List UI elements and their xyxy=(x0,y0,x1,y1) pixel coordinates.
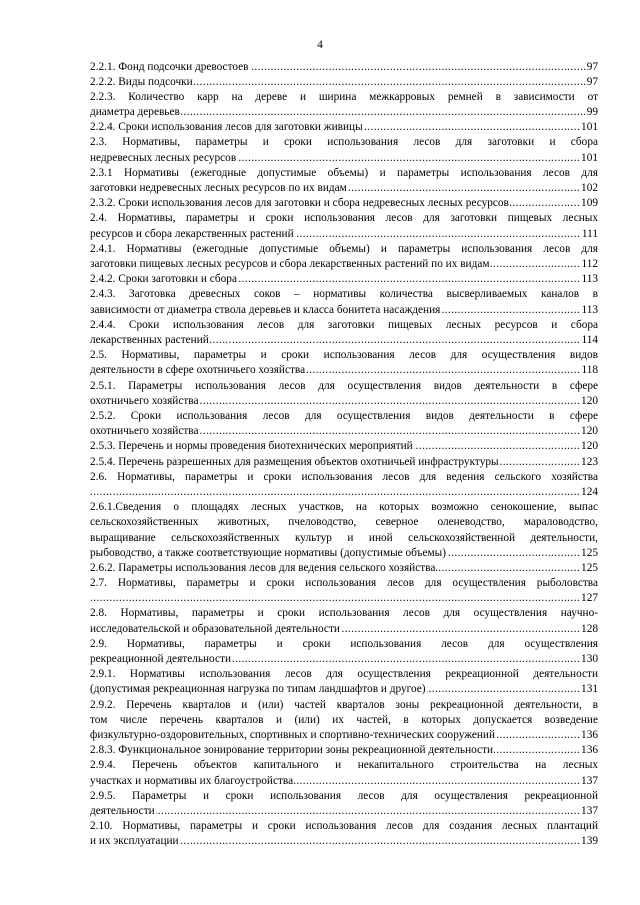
toc-entry-title: ..... 2.6.2. Параметры использования лесов для ведения сельского хозяйства xyxy=(90,561,436,576)
toc-entry-page-number: 139 xyxy=(580,834,598,849)
toc-entry-page-number: 113 xyxy=(580,272,598,287)
toc-entry[interactable] xyxy=(90,743,598,758)
toc-entry-leader xyxy=(90,774,598,789)
toc-entry[interactable] xyxy=(90,60,598,75)
toc-entry-line: 2.2.3. Количество карр на дереве и ширина межкарровых ремней в зависимости от xyxy=(90,90,598,103)
toc-entry-page-number: 136 xyxy=(580,743,598,758)
toc-entry-page-number: 112 xyxy=(580,257,598,272)
toc-entry[interactable] xyxy=(90,348,598,378)
table-of-contents xyxy=(90,60,598,850)
toc-entry-line: выращивание сельскохозяйственных культур и иной сельскохозяйственной деятельности, xyxy=(90,531,598,544)
toc-entry-leader xyxy=(90,151,598,166)
toc-entry-leader xyxy=(90,804,598,819)
toc-entry-page-number: 128 xyxy=(580,622,598,637)
toc-entry-line: 2.4.3. Заготовка древесных соков – нормативы количества высверливаемых каналов в xyxy=(90,288,598,301)
toc-entry[interactable] xyxy=(90,242,598,272)
toc-entry-page-number: 131 xyxy=(580,682,598,697)
toc-entry-line: 2.9.4. Перечень объектов капитального и некапитального строительства на лесных xyxy=(90,759,598,772)
toc-entry-page-number: 114 xyxy=(580,333,598,348)
toc-entry-leader xyxy=(90,424,598,439)
toc-entry[interactable] xyxy=(90,272,598,287)
toc-entry-title: ..... 2.5.3. Перечень и нормы проведения биотехнических мероприятий xyxy=(90,439,414,454)
toc-entry-page-number: 120 xyxy=(580,394,598,409)
toc-entry-line: 2.9.1. Нормативы использования лесов для осуществления рекреационной деятельности xyxy=(90,668,598,681)
toc-entry-leader xyxy=(90,120,598,135)
toc-entry[interactable] xyxy=(90,637,598,667)
toc-entry-leader xyxy=(90,455,598,470)
toc-entry-title: ..... деятельности в сфере охотничьего хозяйства xyxy=(90,363,306,378)
toc-entry[interactable] xyxy=(90,698,598,744)
toc-entry-leader xyxy=(90,303,598,318)
toc-entry-leader xyxy=(90,105,598,120)
toc-entry-leader xyxy=(90,561,598,576)
toc-entry-page-number: 125 xyxy=(580,546,598,561)
toc-entry-page-number: 137 xyxy=(580,774,598,789)
toc-entry-title: ..... 2.4.2. Сроки заготовки и сбора xyxy=(90,272,238,287)
page-number: 4 xyxy=(317,39,323,51)
toc-entry-leader xyxy=(90,439,598,454)
toc-entry-title: ..... физкультурно-оздоровительных, спортивных и спортивно-технических сооружений xyxy=(90,728,496,743)
toc-entry-page-number: 123 xyxy=(580,455,598,470)
toc-entry[interactable] xyxy=(90,379,598,409)
toc-entry-page-number: 113 xyxy=(580,303,598,318)
toc-entry-line: 2.7. Нормативы, параметры и сроки использования лесов для осуществления рыболовства xyxy=(90,577,598,590)
toc-entry-title: ..... 2.3.2. Сроки использования лесов для заготовки и сбора недревесных лесных ресурсов xyxy=(90,196,510,211)
toc-entry-line: 2.4.4. Сроки использования лесов для заготовки пищевых лесных ресурсов и сбора xyxy=(90,318,598,331)
toc-entry-line: 2.3. Нормативы, параметры и сроки использования лесов для заготовки и сбора xyxy=(90,136,598,149)
toc-entry[interactable] xyxy=(90,758,598,788)
toc-entry[interactable] xyxy=(90,120,598,135)
toc-entry[interactable] xyxy=(90,211,598,241)
toc-entry-title: ..... диаметра деревьев xyxy=(90,105,181,120)
toc-entry-leader xyxy=(90,485,598,500)
toc-entry-leader xyxy=(90,181,598,196)
toc-entry-title: ..... деятельности xyxy=(90,804,156,819)
toc-entry-page-number: ..... 124 xyxy=(580,485,598,500)
toc-entry[interactable] xyxy=(90,470,598,500)
toc-entry-page-number: ..... 127 xyxy=(580,591,598,606)
toc-entry-title: ..... рыбоводство, а также соответствующие нормативы (допустимые объемы) xyxy=(90,546,447,561)
toc-entry-line: сельскохозяйственных животных, пчеловодство, северное оленеводство, мараловодство, xyxy=(90,516,598,529)
toc-entry-line: 2.6. Нормативы, параметры и сроки использования лесов для ведения сельского хозяйства xyxy=(90,470,598,483)
toc-entry-page-number: 120 xyxy=(580,424,598,439)
toc-entry-line: 2.10. Нормативы, параметры и сроки использования лесов для создания лесных плантаций xyxy=(90,820,598,833)
toc-entry[interactable] xyxy=(90,500,598,561)
toc-entry-leader xyxy=(90,834,598,849)
toc-entry-leader xyxy=(90,257,598,272)
toc-entry-leader xyxy=(90,591,598,606)
toc-entry-leader xyxy=(90,60,598,75)
toc-entry-line: 2.4.1. Нормативы (ежегодные допустимые объемы) и параметры использования лесов для xyxy=(90,242,598,255)
toc-entry-title: ..... ресурсов и сбора лекарственных растений xyxy=(90,227,295,242)
toc-entry-leader xyxy=(90,546,598,561)
toc-entry-page-number: 109 xyxy=(580,196,598,211)
toc-entry-line: 2.8. Нормативы, параметры и сроки использования лесов для осуществления научно- xyxy=(90,607,598,620)
toc-entry-page-number: 97 xyxy=(586,60,598,75)
toc-entry-title: ..... 2.2.2. Виды подсочки xyxy=(90,75,194,90)
toc-entry-title: ..... 2.5.4. Перечень разрешенных для размещения объектов охотничьей инфраструктуры xyxy=(90,455,500,470)
toc-entry-leader xyxy=(90,75,598,90)
toc-entry-page-number: 136 xyxy=(580,728,598,743)
toc-entry-title: ..... и их эксплуатации xyxy=(90,834,180,849)
toc-entry-title: ..... 2.2.1. Фонд подсочки древостоев xyxy=(90,60,250,75)
toc-entry-page-number: 99 xyxy=(586,105,598,120)
toc-entry-line: 2.5.2. Сроки использования лесов для осуществления видов деятельности в сфере xyxy=(90,409,598,422)
toc-entry-title: ..... исследовательской и образовательной деятельности xyxy=(90,622,341,637)
toc-entry[interactable] xyxy=(90,606,598,636)
toc-entry-line: 2.9.5. Параметры и сроки использования лесов для осуществления рекреационной xyxy=(90,789,598,802)
toc-entry-page-number: 120 xyxy=(580,439,598,454)
toc-entry-leader xyxy=(90,363,598,378)
toc-entry[interactable] xyxy=(90,287,598,317)
toc-entry-page-number: 101 xyxy=(580,120,598,135)
toc-entry-line: 2.3.1 Нормативы (ежегодные допустимые объемы) и параметры использования лесов для xyxy=(90,166,598,179)
toc-entry[interactable] xyxy=(90,576,598,606)
toc-entry-line: 2.5. Нормативы, параметры и сроки использования лесов для осуществления видов xyxy=(90,349,598,362)
toc-entry-leader xyxy=(90,227,598,242)
toc-entry[interactable] xyxy=(90,166,598,196)
toc-entry-title: ..... 2.2.4. Сроки использования лесов для заготовки живицы xyxy=(90,120,364,135)
toc-entry[interactable] xyxy=(90,439,598,454)
toc-entry[interactable] xyxy=(90,196,598,211)
toc-entry-leader xyxy=(90,622,598,637)
toc-entry-page-number: 101 xyxy=(580,151,598,166)
toc-entry-page-number: 111 xyxy=(581,227,598,242)
toc-entry-page-number: 137 xyxy=(580,804,598,819)
toc-entry-leader xyxy=(90,728,598,743)
toc-entry-page-number: 102 xyxy=(580,181,598,196)
toc-entry-title: ..... заготовки пищевых лесных ресурсов и сбора лекарственных растений по их видам xyxy=(90,257,490,272)
toc-entry[interactable] xyxy=(90,455,598,470)
toc-entry-leader xyxy=(90,196,598,211)
toc-entry[interactable] xyxy=(90,667,598,697)
toc-entry-title: ..... лекарственных растений xyxy=(90,333,210,348)
toc-entry-title: ..... рекреационной деятельности xyxy=(90,652,232,667)
toc-entry-page-number: 118 xyxy=(580,363,598,378)
toc-entry-leader xyxy=(90,272,598,287)
toc-entry-line: 2.4. Нормативы, параметры и сроки использования лесов для заготовки пищевых лесных xyxy=(90,212,598,225)
toc-entry-title: ..... участках и нормативы их благоустройства xyxy=(90,774,294,789)
toc-entry[interactable] xyxy=(90,135,598,165)
toc-entry-title: ..... зависимости от диаметра ствола деревьев и класса бонитета насаждения xyxy=(90,303,441,318)
toc-entry[interactable] xyxy=(90,318,598,348)
toc-entry-title: ..... 2.8.3. Функциональное зонирование территории зоны рекреационной деятельности xyxy=(90,743,494,758)
toc-entry-leader xyxy=(90,394,598,409)
toc-entry-page-number: 130 xyxy=(580,652,598,667)
toc-entry-page-number: 97 xyxy=(586,75,598,90)
toc-entry-title: ..... охотничьего хозяйства xyxy=(90,394,200,409)
toc-entry-title: ..... (допустимая рекреационная нагрузка по типам ландшафтов и другое) xyxy=(90,682,427,697)
toc-entry-title: ..... заготовки недревесных лесных ресурсов по их видам xyxy=(90,181,348,196)
toc-entry-line: 2.6.1.Сведения о площадях лесных участков, на которых возможно сенокошение, выпас xyxy=(90,501,598,514)
toc-entry-leader xyxy=(90,333,598,348)
toc-entry-line: 2.9.2. Перечень кварталов и (или) частей кварталов зоны рекреационной деятельности, в xyxy=(90,698,598,711)
toc-entry-line: 2.5.1. Параметры использования лесов для осуществления видов деятельности в сфере xyxy=(90,379,598,392)
toc-entry[interactable] xyxy=(90,75,598,90)
toc-entry-title: ..... недревесных лесных ресурсов xyxy=(90,151,237,166)
toc-entry-title: ..... охотничьего хозяйства xyxy=(90,424,200,439)
toc-entry-page-number: 125 xyxy=(580,561,598,576)
toc-entry[interactable] xyxy=(90,789,598,819)
toc-entry-line: том числе перечень кварталов и (или) их частей, в которых допускается возведение xyxy=(90,713,598,726)
toc-entry[interactable] xyxy=(90,819,598,849)
toc-entry[interactable] xyxy=(90,409,598,439)
toc-entry[interactable] xyxy=(90,561,598,576)
toc-entry-leader xyxy=(90,682,598,697)
toc-entry-leader xyxy=(90,652,598,667)
toc-entry-line: 2.9. Нормативы, параметры и сроки использования лесов для осуществления xyxy=(90,637,598,650)
toc-entry-leader xyxy=(90,743,598,758)
toc-entry[interactable] xyxy=(90,90,598,120)
